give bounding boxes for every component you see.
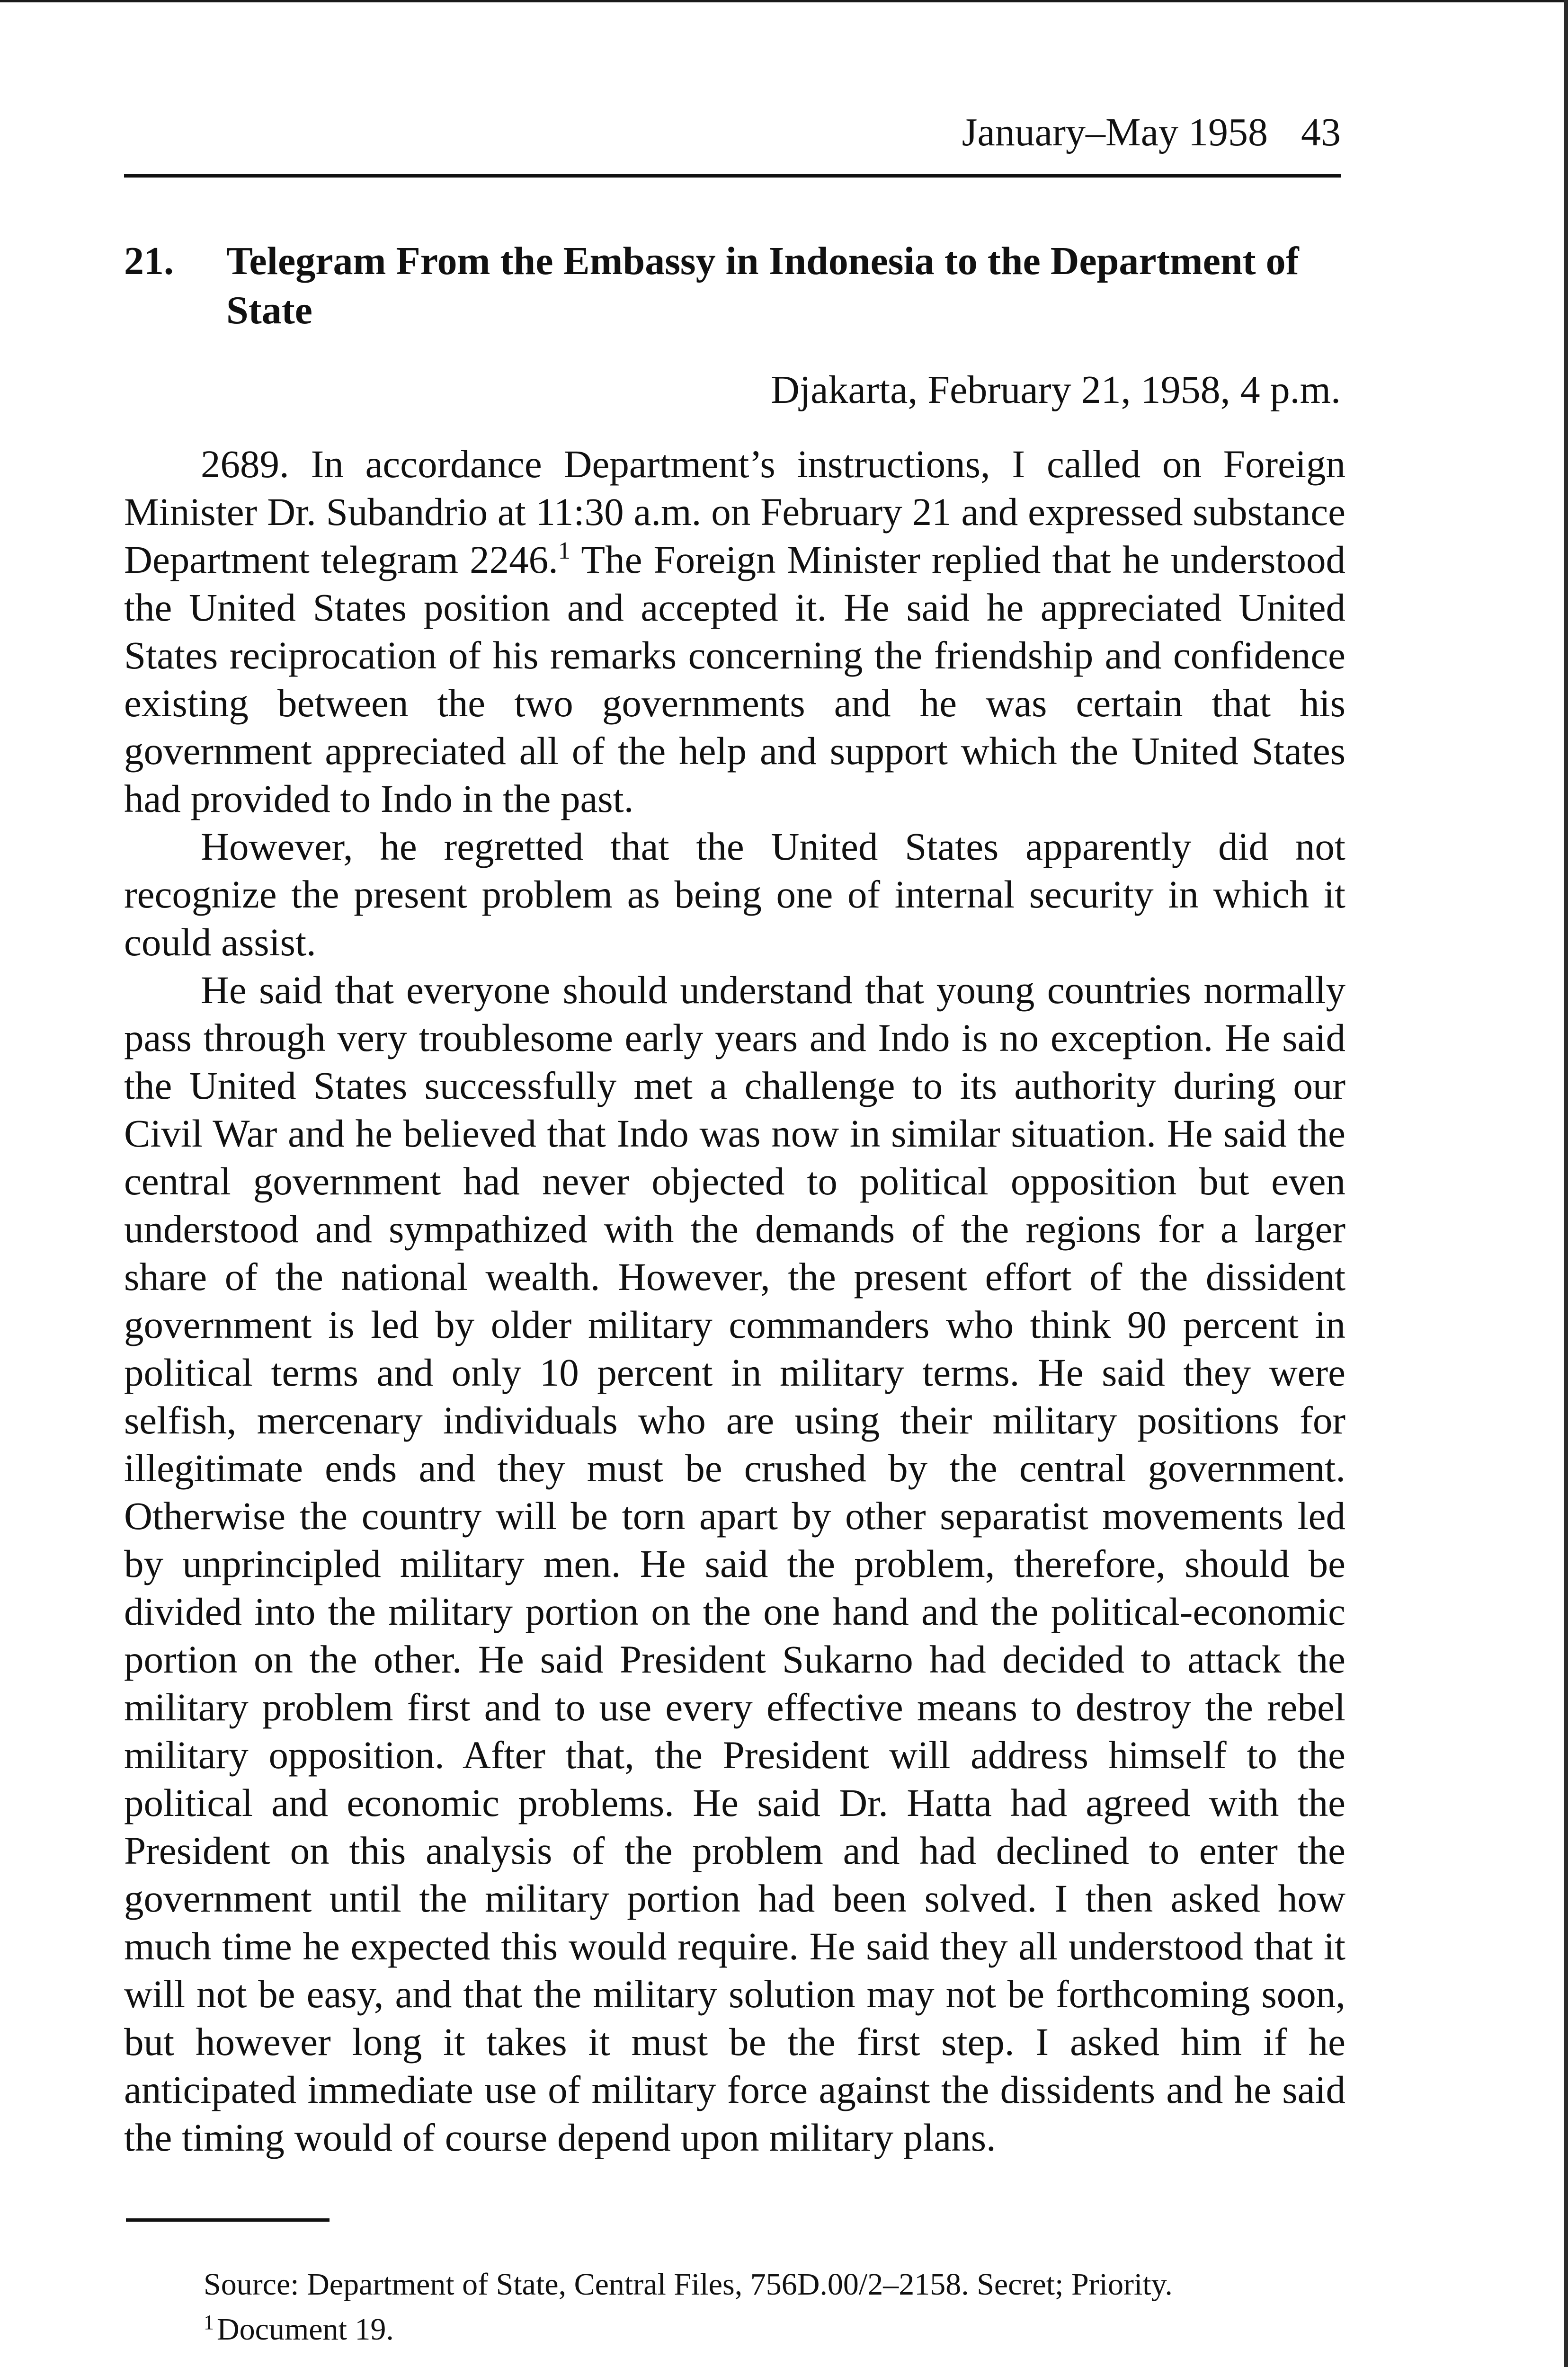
paragraph-1-part-2: The Foreign Minister replied that he understood the United States position and accepted it. He said he appreciated United States reciprocation of his remarks concerning the friendship and confidence existing between the two governments and he was certain that his government appreciated all of the help and support which the United States had provided to Indo in the past. (124, 538, 1346, 820)
scan-right-edge (1564, 0, 1568, 2367)
page-number: 43 (1301, 110, 1341, 154)
dateline: Djakarta, February 21, 1958, 4 p.m. (771, 368, 1341, 412)
footnote-1-mark: 1 (204, 2311, 214, 2334)
header-rule (124, 174, 1341, 178)
running-head (124, 110, 1341, 154)
paragraph-1 (124, 440, 1345, 823)
paragraph-1-part-1: 2689. In accordance Department’s instructions, I called on Foreign Minister Dr. Subandrio at 11:30 a.m. on February 21 and expressed substance Department telegram 2246. (124, 442, 1345, 581)
footnote-1-text: Document 19. (217, 2312, 394, 2347)
running-title: January–May 1958 (962, 110, 1268, 154)
paragraph-2: However, he regretted that the United States apparently did not recognize the present problem as being one of internal security in which it could assist. (124, 825, 1345, 964)
scan-top-edge (0, 0, 1568, 2)
source-note: Source: Department of State, Central Files, 756D.00/2–2158. Secret; Priority. (204, 2267, 1173, 2302)
paragraph-3: He said that everyone should understand that young countries normally pass through very troublesome early years and Indo is no exception. He said the United States successfully met a challenge to its authority during our Civil War and he believed that Indo was now in similar situation. He said the central government had never objected to political opposition but even understood and sympathized with the demands of the regions for a larger share of the national wealth. However, the present effort of the dissident government is led by older military commanders who think 90 percent in political terms and only 10 percent in military terms. He said they were selfish, mercenary individuals who are using their military positions for illegitimate ends and they must be crushed by the central government. Otherwise the country will be torn apart by other separatist movements led by unprincipled military men. He said the problem, therefore, should be divided into the military portion on the one hand and the political-economic portion on the other. He said President Sukarno had decided to attack the military problem first and to use every effective means to destroy the rebel military opposition. After that, the President will address himself to the political and economic problems. He said Dr. Hatta had agreed with the President on this analysis of the problem and had declined to enter the government until the military portion had been solved. I then asked how much time he expected this would require. He said they all understood that it will not be easy, and that the military solution may not be forthcoming soon, but however long it takes it must be the first step. I asked him if he anticipated immediate use of military force against the dissidents and he said the timing would of course depend upon military plans. (124, 968, 1345, 2159)
footnote-1 (204, 2310, 1340, 2349)
footnote-reference: 1 (558, 537, 570, 564)
telegram-body (124, 440, 1345, 2162)
document-number: 21. (124, 239, 174, 283)
document-title: Telegram From the Embassy in Indonesia to the Department of State (226, 239, 1299, 333)
footnote-rule (126, 2218, 330, 2222)
